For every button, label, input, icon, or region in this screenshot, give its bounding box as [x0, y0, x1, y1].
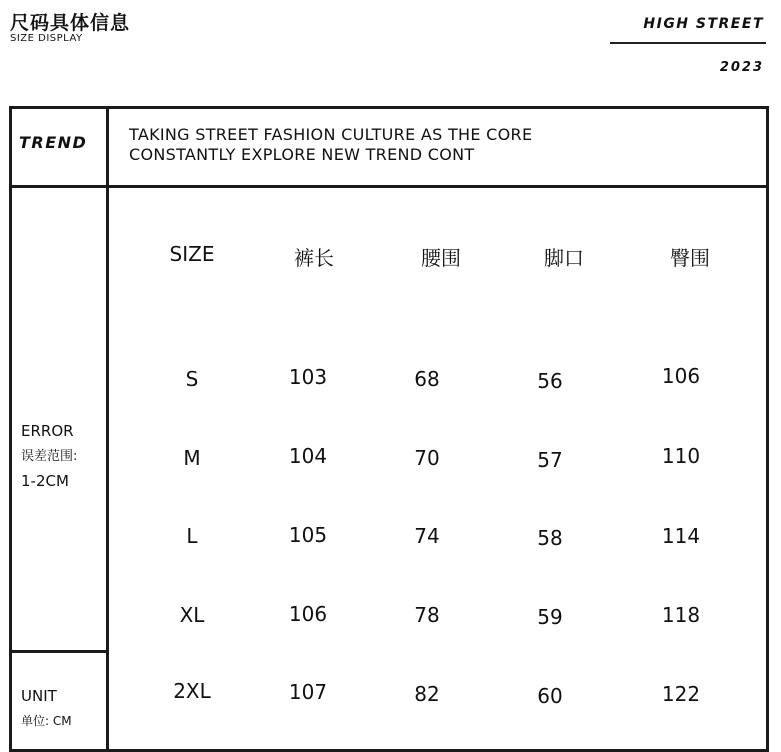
error-label-cn: 误差范围: [21, 449, 78, 464]
tagline [129, 125, 532, 165]
tagline-line-2: CONSTANTLY EXPLORE NEW TREND CONT [129, 145, 475, 164]
tagline-line-1: TAKING STREET FASHION CULTURE AS THE CORE [129, 125, 533, 144]
hip-cell: 122 [661, 682, 701, 706]
waist-cell: 74 [414, 524, 440, 548]
hip-cell: 118 [661, 603, 701, 627]
hip-cell: 110 [661, 444, 701, 468]
hem-cell: 56 [537, 369, 563, 393]
length-cell: 104 [288, 444, 328, 468]
page-subtitle: SIZE DISPLAY [10, 33, 83, 44]
unit-note [21, 684, 72, 734]
length-cell: 105 [288, 523, 328, 547]
error-note [21, 419, 77, 494]
hem-cell: 60 [537, 684, 563, 708]
size-cell: XL [179, 603, 205, 627]
hem-cell: 58 [537, 526, 563, 550]
size-cell: 2XL [173, 679, 211, 703]
unit-label: UNIT [21, 687, 57, 705]
brand-label: HIGH STREET [643, 16, 764, 32]
year-label: 2023 [719, 60, 764, 75]
waist-cell: 82 [414, 682, 440, 706]
length-cell: 107 [288, 680, 328, 704]
length-cell: 103 [288, 365, 328, 389]
brand-underline [610, 42, 766, 44]
size-cell: L [186, 524, 198, 548]
error-label: ERROR [21, 422, 74, 440]
page-title-cn: 尺码具体信息 [10, 12, 131, 34]
header-hem: 脚口 [544, 246, 584, 270]
waist-cell: 70 [414, 446, 440, 470]
column-divider [106, 109, 109, 749]
header-hip: 臀围 [670, 246, 710, 270]
hip-cell: 114 [661, 524, 701, 548]
size-chart-table [9, 106, 769, 752]
size-cell: S [185, 367, 199, 391]
length-cell: 106 [288, 602, 328, 626]
unit-label-cn: 单位: CM [21, 714, 72, 728]
hem-cell: 57 [537, 448, 563, 472]
error-range: 1-2CM [21, 472, 69, 490]
header-waist: 腰围 [421, 246, 461, 270]
trend-label: TREND [19, 133, 88, 152]
waist-cell: 68 [414, 367, 440, 391]
header-length: 裤长 [294, 246, 334, 270]
waist-cell: 78 [414, 603, 440, 627]
header-size: SIZE [169, 242, 215, 266]
hem-cell: 59 [537, 605, 563, 629]
hip-cell: 106 [661, 364, 701, 388]
size-cell: M [183, 446, 201, 470]
unit-divider [12, 650, 106, 653]
header-divider [12, 185, 766, 188]
